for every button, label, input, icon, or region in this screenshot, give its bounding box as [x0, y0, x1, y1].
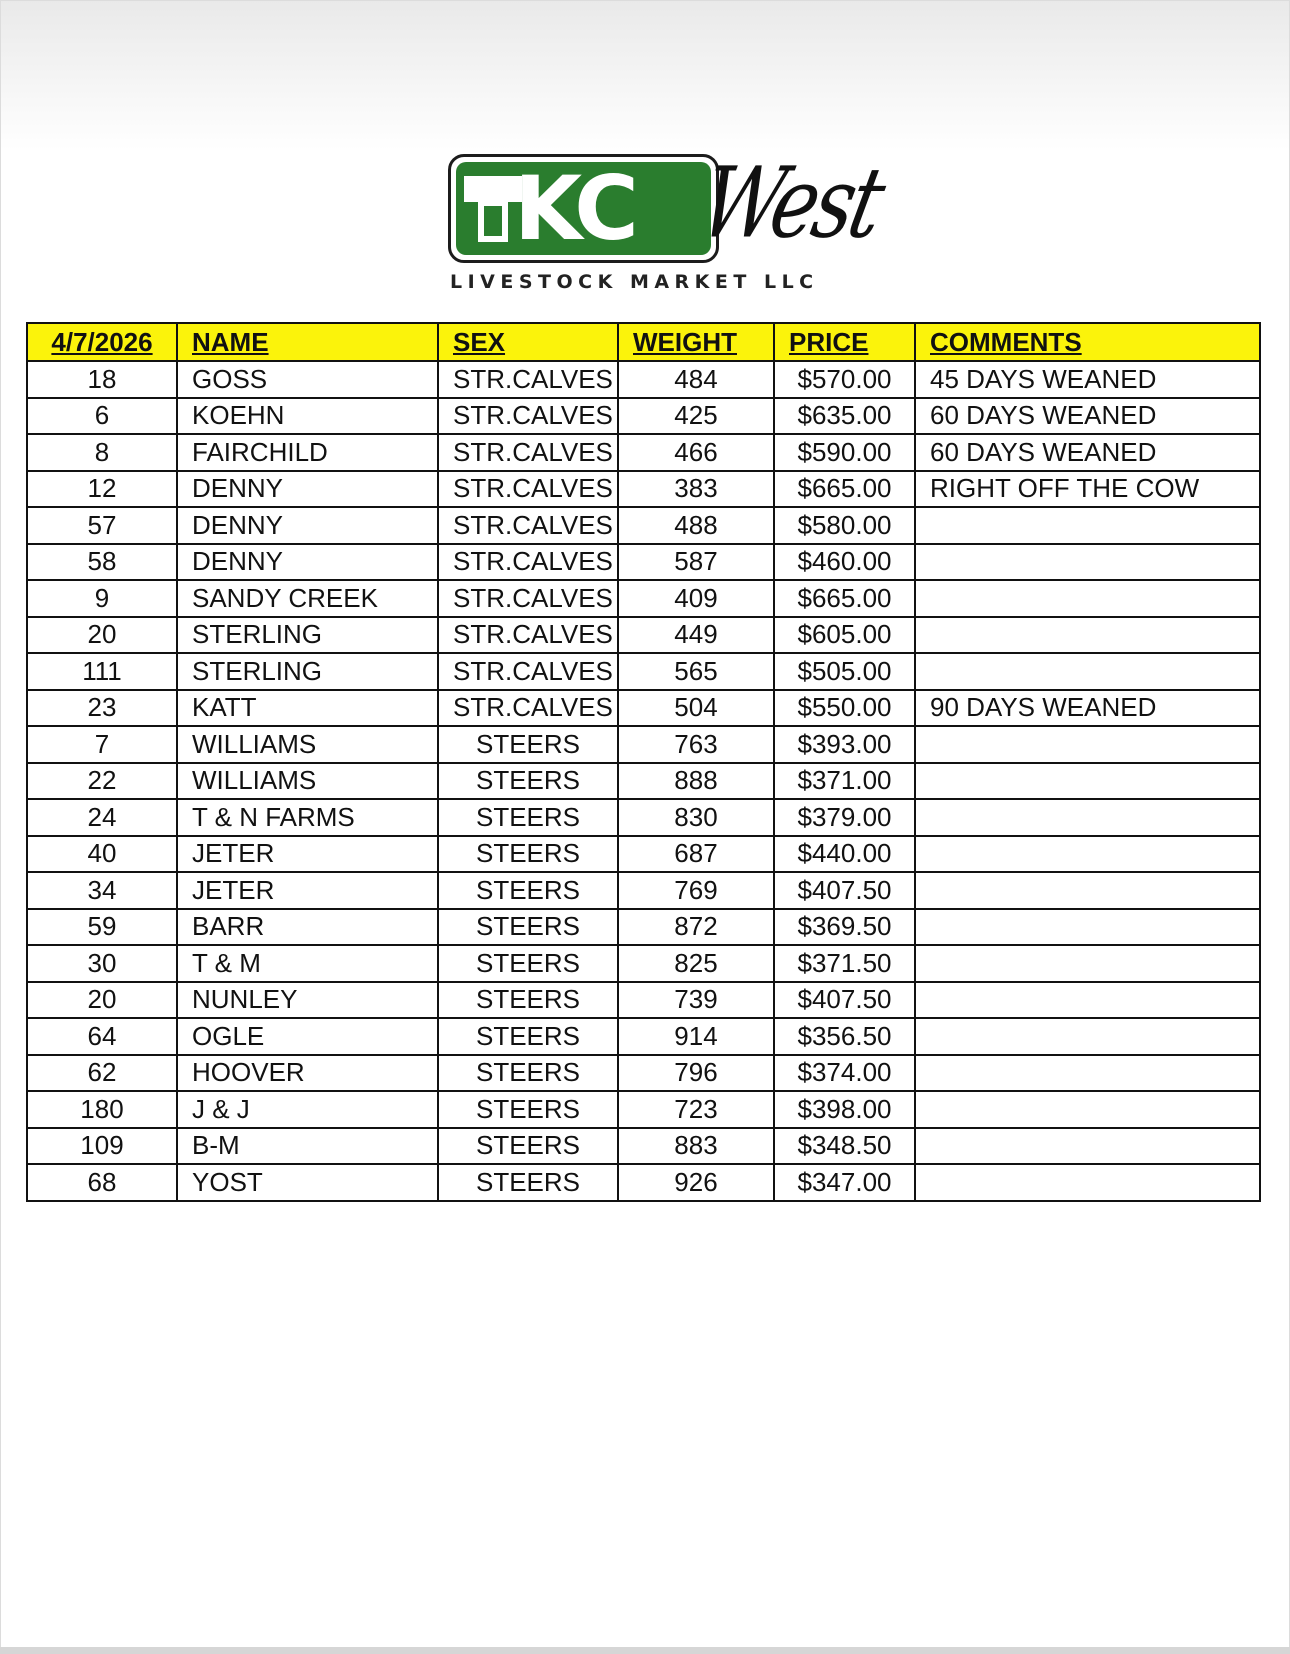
weight-cell: 425: [618, 398, 774, 435]
logo-letters: KC: [514, 157, 635, 260]
sex-cell: STEERS: [438, 799, 618, 836]
weight-cell: 565: [618, 653, 774, 690]
sex-cell: STR.CALVES: [438, 434, 618, 471]
consignor-name-cell: JETER: [177, 836, 438, 873]
table-row: [27, 763, 1260, 800]
table-row: [27, 1091, 1260, 1128]
table-row: [27, 872, 1260, 909]
price-cell: $570.00: [774, 361, 915, 398]
price-cell: $356.50: [774, 1018, 915, 1055]
consignor-name-cell: BARR: [177, 909, 438, 946]
table-row: [27, 1018, 1260, 1055]
logo-script-west: West: [691, 147, 891, 261]
table-header-row: [27, 323, 1260, 361]
consignor-name-cell: DENNY: [177, 471, 438, 508]
weight-cell: 926: [618, 1164, 774, 1201]
comments-cell: [915, 726, 1260, 763]
comments-cell: [915, 799, 1260, 836]
sex-cell: STEERS: [438, 1164, 618, 1201]
comments-cell: [915, 945, 1260, 982]
head-count-cell: 111: [27, 653, 177, 690]
table-row: [27, 1164, 1260, 1201]
consignor-name-cell: YOST: [177, 1164, 438, 1201]
table-row: [27, 799, 1260, 836]
price-cell: $665.00: [774, 471, 915, 508]
head-count-cell: 23: [27, 690, 177, 727]
head-count-cell: 180: [27, 1091, 177, 1128]
comments-cell: [915, 580, 1260, 617]
head-count-cell: 12: [27, 471, 177, 508]
sale-results-table: [26, 322, 1261, 1202]
table-row: [27, 1128, 1260, 1165]
table-row: [27, 945, 1260, 982]
table-row: [27, 580, 1260, 617]
header-sex: SEX: [438, 323, 618, 361]
sex-cell: STEERS: [438, 763, 618, 800]
sex-cell: STR.CALVES: [438, 507, 618, 544]
weight-cell: 872: [618, 909, 774, 946]
sex-cell: STR.CALVES: [438, 653, 618, 690]
comments-cell: 45 DAYS WEANED: [915, 361, 1260, 398]
head-count-cell: 30: [27, 945, 177, 982]
table-row: [27, 726, 1260, 763]
head-count-cell: 18: [27, 361, 177, 398]
head-count-cell: 24: [27, 799, 177, 836]
logo-green-panel: [456, 157, 711, 260]
head-count-cell: 9: [27, 580, 177, 617]
weight-cell: 504: [618, 690, 774, 727]
comments-cell: [915, 836, 1260, 873]
table-row: [27, 471, 1260, 508]
weight-cell: 769: [618, 872, 774, 909]
comments-cell: 60 DAYS WEANED: [915, 434, 1260, 471]
comments-cell: [915, 1164, 1260, 1201]
sex-cell: STR.CALVES: [438, 471, 618, 508]
logo-tagline: LIVESTOCK MARKET LLC: [450, 271, 819, 293]
consignor-name-cell: DENNY: [177, 507, 438, 544]
comments-cell: 60 DAYS WEANED: [915, 398, 1260, 435]
price-cell: $393.00: [774, 726, 915, 763]
table-row: [27, 836, 1260, 873]
sex-cell: STR.CALVES: [438, 580, 618, 617]
head-count-cell: 40: [27, 836, 177, 873]
comments-cell: RIGHT OFF THE COW: [915, 471, 1260, 508]
head-count-cell: 22: [27, 763, 177, 800]
table-row: [27, 544, 1260, 581]
table-row: [27, 982, 1260, 1019]
comments-cell: [915, 1055, 1260, 1092]
consignor-name-cell: NUNLEY: [177, 982, 438, 1019]
weight-cell: 883: [618, 1128, 774, 1165]
consignor-name-cell: KATT: [177, 690, 438, 727]
table-row: [27, 1055, 1260, 1092]
consignor-name-cell: J & J: [177, 1091, 438, 1128]
price-cell: $407.50: [774, 982, 915, 1019]
header-name: NAME: [177, 323, 438, 361]
weight-cell: 888: [618, 763, 774, 800]
weight-cell: 914: [618, 1018, 774, 1055]
comments-cell: 90 DAYS WEANED: [915, 690, 1260, 727]
header-comments: COMMENTS: [915, 323, 1260, 361]
consignor-name-cell: SANDY CREEK: [177, 580, 438, 617]
sex-cell: STEERS: [438, 1091, 618, 1128]
head-count-cell: 109: [27, 1128, 177, 1165]
table-row: [27, 690, 1260, 727]
page-bottom-edge: [0, 1647, 1290, 1654]
sex-cell: STEERS: [438, 1055, 618, 1092]
sex-cell: STEERS: [438, 1018, 618, 1055]
table-row: [27, 909, 1260, 946]
sex-cell: STR.CALVES: [438, 361, 618, 398]
consignor-name-cell: FAIRCHILD: [177, 434, 438, 471]
head-count-cell: 59: [27, 909, 177, 946]
price-cell: $440.00: [774, 836, 915, 873]
table-row: [27, 398, 1260, 435]
head-count-cell: 20: [27, 617, 177, 654]
weight-cell: 488: [618, 507, 774, 544]
sex-cell: STEERS: [438, 726, 618, 763]
weight-cell: 796: [618, 1055, 774, 1092]
price-cell: $379.00: [774, 799, 915, 836]
header-weight: WEIGHT: [618, 323, 774, 361]
comments-cell: [915, 1018, 1260, 1055]
price-cell: $398.00: [774, 1091, 915, 1128]
weight-cell: 383: [618, 471, 774, 508]
table-row: [27, 361, 1260, 398]
weight-cell: 830: [618, 799, 774, 836]
weight-cell: 723: [618, 1091, 774, 1128]
consignor-name-cell: B-M: [177, 1128, 438, 1165]
price-cell: $374.00: [774, 1055, 915, 1092]
sex-cell: STEERS: [438, 982, 618, 1019]
price-cell: $505.00: [774, 653, 915, 690]
price-cell: $635.00: [774, 398, 915, 435]
consignor-name-cell: OGLE: [177, 1018, 438, 1055]
head-count-cell: 62: [27, 1055, 177, 1092]
weight-cell: 687: [618, 836, 774, 873]
head-count-cell: 68: [27, 1164, 177, 1201]
weight-cell: 587: [618, 544, 774, 581]
header-price: PRICE: [774, 323, 915, 361]
consignor-name-cell: STERLING: [177, 617, 438, 654]
consignor-name-cell: WILLIAMS: [177, 726, 438, 763]
head-count-cell: 34: [27, 872, 177, 909]
head-count-cell: 8: [27, 434, 177, 471]
head-count-cell: 20: [27, 982, 177, 1019]
comments-cell: [915, 544, 1260, 581]
head-count-cell: 64: [27, 1018, 177, 1055]
weight-cell: 825: [618, 945, 774, 982]
price-cell: $605.00: [774, 617, 915, 654]
comments-cell: [915, 872, 1260, 909]
price-cell: $590.00: [774, 434, 915, 471]
sex-cell: STEERS: [438, 872, 618, 909]
sex-cell: STEERS: [438, 945, 618, 982]
price-cell: $580.00: [774, 507, 915, 544]
head-count-cell: 58: [27, 544, 177, 581]
sex-cell: STEERS: [438, 909, 618, 946]
consignor-name-cell: DENNY: [177, 544, 438, 581]
comments-cell: [915, 1091, 1260, 1128]
weight-cell: 449: [618, 617, 774, 654]
sex-cell: STR.CALVES: [438, 398, 618, 435]
price-cell: $348.50: [774, 1128, 915, 1165]
weight-cell: 484: [618, 361, 774, 398]
sex-cell: STR.CALVES: [438, 690, 618, 727]
head-count-cell: 57: [27, 507, 177, 544]
head-count-cell: 7: [27, 726, 177, 763]
weight-cell: 409: [618, 580, 774, 617]
comments-cell: [915, 507, 1260, 544]
weight-cell: 763: [618, 726, 774, 763]
price-cell: $347.00: [774, 1164, 915, 1201]
consignor-name-cell: KOEHN: [177, 398, 438, 435]
comments-cell: [915, 909, 1260, 946]
sex-cell: STEERS: [438, 836, 618, 873]
comments-cell: [915, 763, 1260, 800]
table-row: [27, 653, 1260, 690]
price-cell: $369.50: [774, 909, 915, 946]
price-cell: $460.00: [774, 544, 915, 581]
sex-cell: STEERS: [438, 1128, 618, 1165]
price-cell: $371.00: [774, 763, 915, 800]
price-cell: $371.50: [774, 945, 915, 982]
consignor-name-cell: WILLIAMS: [177, 763, 438, 800]
comments-cell: [915, 617, 1260, 654]
sex-cell: STR.CALVES: [438, 544, 618, 581]
table-row: [27, 434, 1260, 471]
logo-badge: [448, 154, 719, 263]
okc-west-logo: [448, 147, 891, 304]
price-cell: $407.50: [774, 872, 915, 909]
table-row: [27, 507, 1260, 544]
consignor-name-cell: T & M: [177, 945, 438, 982]
sex-cell: STR.CALVES: [438, 617, 618, 654]
comments-cell: [915, 653, 1260, 690]
weight-cell: 739: [618, 982, 774, 1019]
table-body: [27, 361, 1260, 1201]
consignor-name-cell: GOSS: [177, 361, 438, 398]
consignor-name-cell: T & N FARMS: [177, 799, 438, 836]
weight-cell: 466: [618, 434, 774, 471]
price-cell: $550.00: [774, 690, 915, 727]
header-date: 4/7/2026: [27, 323, 177, 361]
consignor-name-cell: HOOVER: [177, 1055, 438, 1092]
consignor-name-cell: JETER: [177, 872, 438, 909]
consignor-name-cell: STERLING: [177, 653, 438, 690]
head-count-cell: 6: [27, 398, 177, 435]
comments-cell: [915, 1128, 1260, 1165]
comments-cell: [915, 982, 1260, 1019]
table-row: [27, 617, 1260, 654]
price-cell: $665.00: [774, 580, 915, 617]
